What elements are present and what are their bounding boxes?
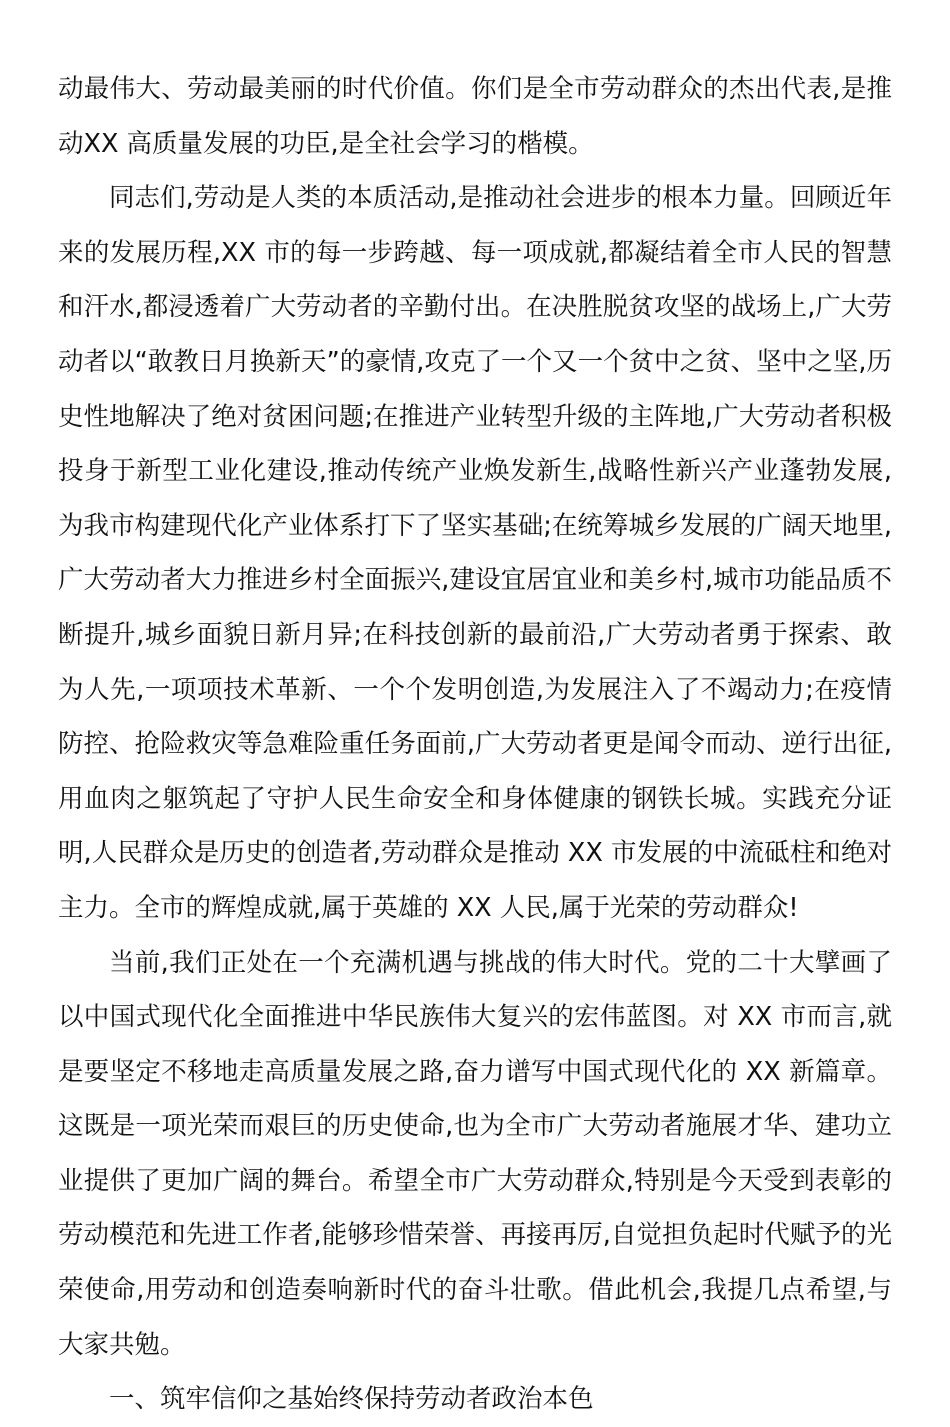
paragraph-3: 当前,我们正处在一个充满机遇与挑战的伟大时代。党的二十大擘画了以中国式现代化全面推进中华民族伟大复兴的宏伟蓝图。对 XX 市而言,就是要坚定不移地走高质量发展之路,奋力谱写中国式现代化的 XX 新篇章。这既是一项光荣而艰巨的历史使命,也为全市广大劳动者施展才华、建功立业提供了更加广阔的舞台。希望全市广大劳动群众,特别是今天受到表彰的劳动模范和先进工作者,能够珍惜荣誉、再接再厉,自觉担负起时代赋予的光荣使命,用劳动和创造奏响新时代的奋斗壮歌。借此机会,我提几点希望,与大家共勉。	[58, 947, 892, 1360]
paragraph-1: 动最伟大、劳动最美丽的时代价值。你们是全市劳动群众的杰出代表,是推动XX 高质量发展的功臣,是全社会学习的楷模。	[58, 74, 892, 159]
section-heading: 一、筑牢信仰之基始终保持劳动者政治本色	[109, 1384, 594, 1415]
paragraph-2: 同志们,劳动是人类的本质活动,是推动社会进步的根本力量。回顾近年来的发展历程,XX 市的每一步跨越、每一项成就,都凝结着全市人民的智慧和汗水,都浸透着广大劳动者的辛勤付出。在决胜脱贫攻坚的战场上,广大劳动者以“敢教日月换新天”的豪情,攻克了一个又一个贫中之贫、坚中之坚,历史性地解决了绝对贫困问题;在推进产业转型升级的主阵地,广大劳动者积极投身于新型工业化建设,推动传统产业焕发新生,战略性新兴产业蓬勃发展,为我市构建现代化产业体系打下了坚实基础;在统筹城乡发展的广阔天地里,广大劳动者大力推进乡村全面振兴,建设宜居宜业和美乡村,城市功能品质不断提升,城乡面貌日新月异;在科技创新的最前沿,广大劳动者勇于探索、敢为人先,一项项技术革新、一个个发明创造,为发展注入了不竭动力;在疫情防控、抢险救灾等急难险重任务面前,广大劳动者更是闻令而动、逆行出征,用血肉之躯筑起了守护人民生命安全和身体健康的钢铁长城。实践充分证明,人民群众是历史的创造者,劳动群众是推动 XX 市发展的中流砥柱和绝对主力。全市的辉煌成就,属于英雄的 XX 人民,属于光荣的劳动群众!	[58, 183, 892, 923]
